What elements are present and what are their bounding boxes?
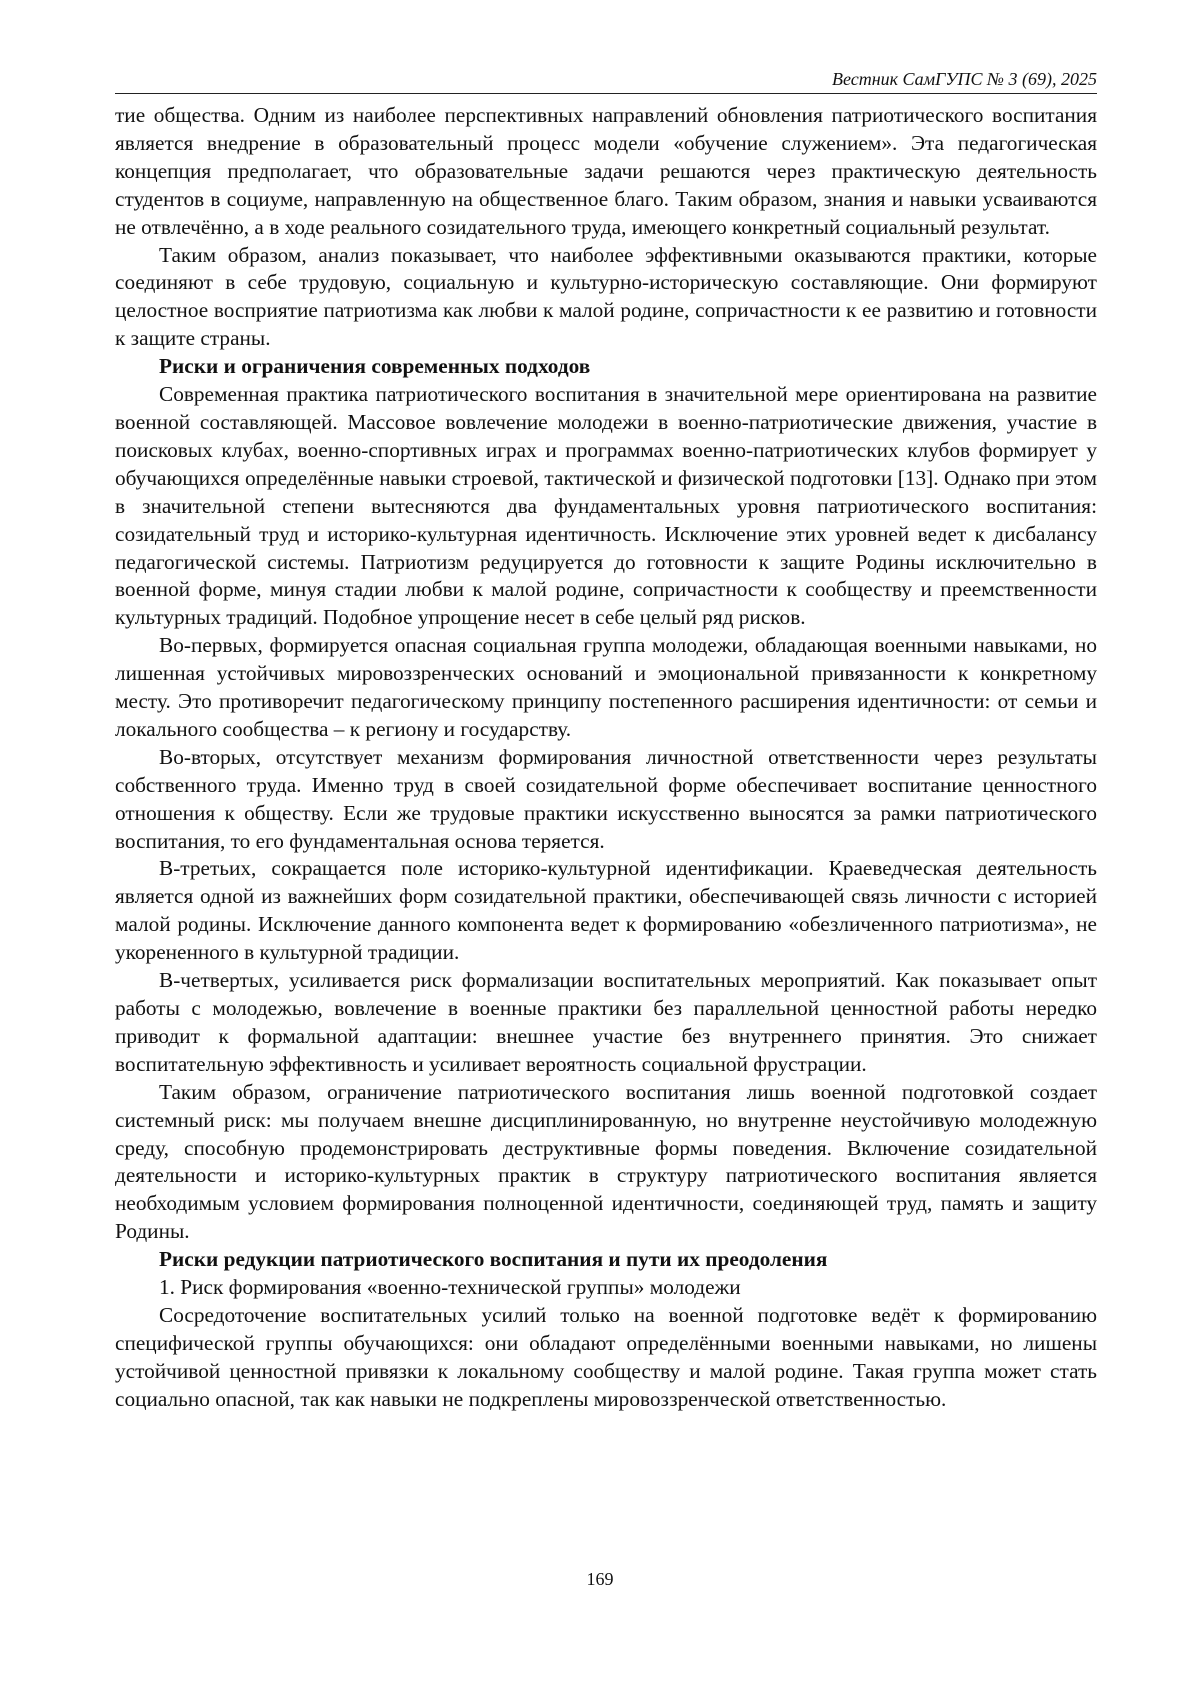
paragraph: Современная практика патриотического воспитания в значительной мере ориентирована на развитие военной составляющей. Массовое вовлечение молодежи в военно-патриотические движения, участие в поисковых клубах, военно-спортивных играх и программах военно-патриотических клубов формирует у обучающихся определённые навыки строевой, тактической и физической подготовки [13]. Однако при этом в значительной степени вытесняются два фундаментальных уровня патриотического воспитания: созидательный труд и историко-культурная идентичность. Исключение этих уровней ведет к дисбалансу педагогической системы. Патриотизм редуцируется до готовности к защите Родины исключительно в военной форме, минуя стадии любви к малой родине, сопричастности к сообществу и преемственности культурных традиций. Подобное упрощение несет в себе целый ряд рисков. <box>115 382 1097 630</box>
paragraph: В-третьих, сокращается поле историко-культурной идентификации. Краеведческая деятельность является одной из важнейших форм созидательной практики, обеспечивающей связь личности с историей малой родины. Исключение данного компонента ведет к формированию «обезличенного патриотизма», не укорененного в культурной традиции. <box>115 856 1097 965</box>
article-body <box>115 102 1097 1414</box>
page <box>115 68 1097 1414</box>
paragraph: Сосредоточение воспитательных усилий только на военной подготовке ведёт к формированию специфической группы обучающихся: они обладают определёнными военными навыками, но лишены устойчивой ценностной привязки к локальному сообществу и малой родине. Такая группа может стать социально опасной, так как навыки не подкреплены мировоззренческой ответственностью. <box>115 1302 1097 1411</box>
running-header: Вестник СамГУПС № 3 (69), 2025 <box>115 68 1097 94</box>
paragraph-continued: тие общества. Одним из наиболее перспективных направлений обновления патриотического воспитания является внедрение в образовательный процесс модели «обучение служением». Эта педагогическая концепция предполагает, что образовательные задачи решаются через практическую деятельность студентов в социуме, направленную на общественное благо. Таким образом, знания и навыки усваиваются не отвлечённо, а в ходе реального созидательного труда, имеющего конкретный социальный результат. <box>115 103 1097 239</box>
paragraph: Таким образом, анализ показывает, что наиболее эффективными оказываются практики, которые соединяют в себе трудовую, социальную и культурно-историческую составляющие. Они формируют целостное восприятие патриотизма как любви к малой родине, сопричастности к ее развитию и готовности к защите страны. <box>115 242 1097 351</box>
section-heading-risks-limitations: Риски и ограничения современных подходов <box>159 354 591 379</box>
paragraph: Во-первых, формируется опасная социальная группа молодежи, обладающая военными навыками, но лишенная устойчивых мировоззренческих оснований и эмоциональной привязанности к конкретному месту. Это противоречит педагогическому принципу постепенного расширения идентичности: от семьи и локального сообщества – к региону и государству. <box>115 633 1097 741</box>
numbered-subheading: 1. Риск формирования «военно-технической группы» молодежи <box>159 1275 741 1300</box>
paragraph: В-четвертых, усиливается риск формализации воспитательных мероприятий. Как показывает опыт работы с молодежью, вовлечение в военные практики без параллельной ценностной работы нередко приводит к формальной адаптации: внешнее участие без внутреннего принятия. Это снижает воспитательную эффективность и усиливает вероятность социальной фрустрации. <box>115 968 1097 1076</box>
page-number: 169 <box>586 1569 614 1589</box>
section-heading-reduction-risks: Риски редукции патриотического воспитания и пути их преодоления <box>159 1247 828 1272</box>
paragraph: Во-вторых, отсутствует механизм формирования личностной ответственности через результаты собственного труда. Именно труд в своей созидательной форме обеспечивает воспитание ценностного отношения к обществу. Если же трудовые практики искусственно выносятся за рамки патриотического воспитания, то его фундаментальная основа теряется. <box>115 744 1097 853</box>
paragraph: Таким образом, ограничение патриотического воспитания лишь военной подготовкой создает системный риск: мы получаем внешне дисциплинированную, но внутренне неустойчивую молодежную среду, способную продемонстрировать деструктивные формы поведения. Включение созидательной деятельности и историко-культурных практик в структуру патриотического воспитания является необходимым условием формирования полноценной идентичности, соединяющей труд, память и защиту Родины. <box>115 1079 1097 1244</box>
